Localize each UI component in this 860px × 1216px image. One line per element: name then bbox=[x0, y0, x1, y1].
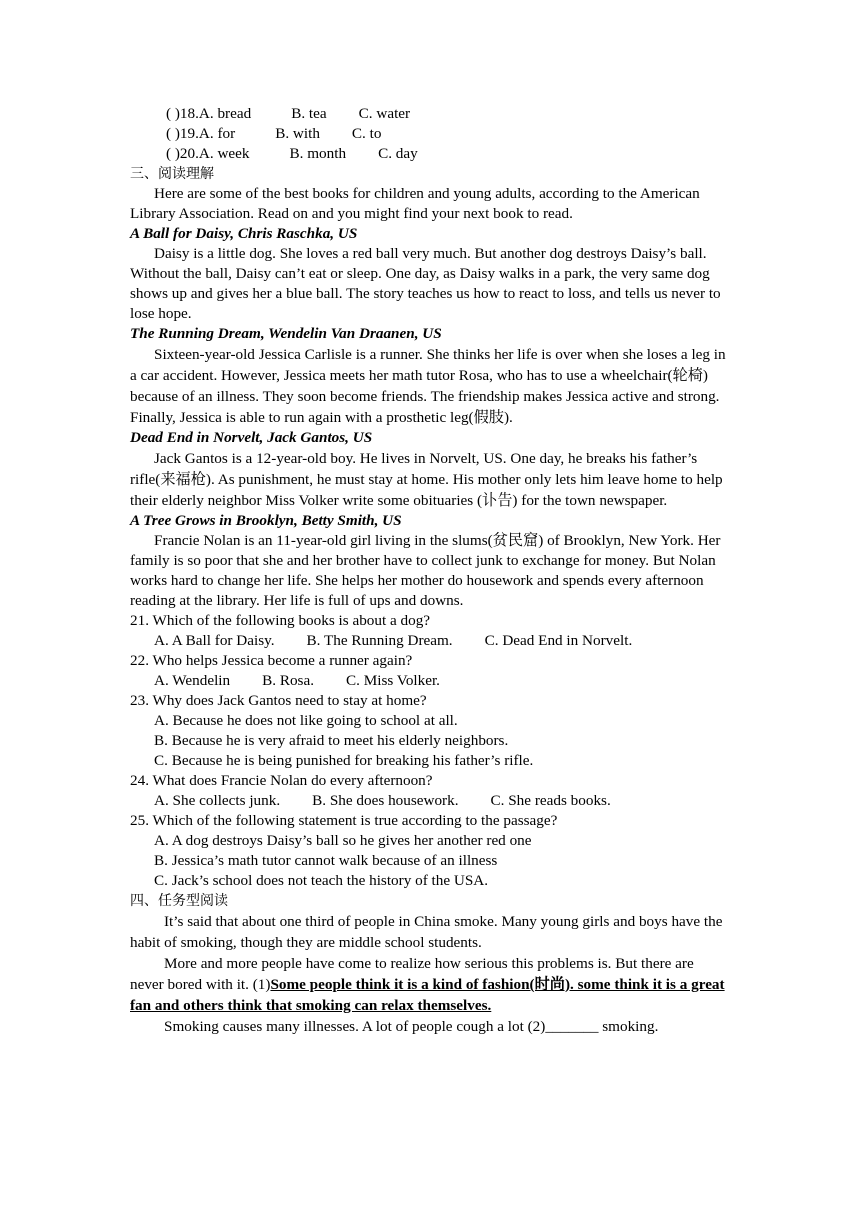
option-a: A. A Ball for Daisy. bbox=[154, 632, 275, 649]
passage-paragraph-2: More and more people have come to realize how serious this problems is. But there are never bored with it. (1)Some people think it is a kind of fashion(时尚). some think it is a great fan and others think that smoking can relax themselves. bbox=[130, 955, 725, 1014]
section-4-heading: 四、任务型阅读 bbox=[130, 893, 228, 909]
question-number: ( )18. bbox=[166, 105, 199, 122]
question-25-option-c: C. Jack’s school does not teach the history of the USA. bbox=[154, 872, 489, 889]
option-a: A. She collects junk. bbox=[154, 792, 281, 809]
book-description: Daisy is a little dog. She loves a red ball very much. But another dog destroys Daisy’s ball. Without the ball, Daisy can’t eat or sleep. One day, as Daisy walks in a park, the very same dog shows up and gives her a blue ball. The story teaches us how to react to loss, and tells us never to lose hope. bbox=[130, 245, 721, 322]
cloze-question-19 bbox=[130, 124, 730, 144]
question-number: ( )20. bbox=[166, 145, 199, 162]
book-title: Dead End in Norvelt, Jack Gantos, US bbox=[130, 429, 373, 446]
question-23: 23. Why does Jack Gantos need to stay at home? bbox=[130, 692, 427, 709]
question-23-option-b: B. Because he is very afraid to meet his elderly neighbors. bbox=[154, 732, 509, 749]
option-b: B. tea bbox=[291, 105, 327, 122]
option-b: B. with bbox=[275, 125, 320, 142]
document-page bbox=[130, 104, 730, 1037]
book-title: A Ball for Daisy, Chris Raschka, US bbox=[130, 225, 358, 242]
question-22-options bbox=[130, 671, 730, 691]
option-c: C. Miss Volker. bbox=[346, 672, 440, 689]
cloze-question-18 bbox=[130, 104, 730, 124]
question-25-option-a: A. A dog destroys Daisy’s ball so he gives her another red one bbox=[154, 832, 532, 849]
question-23-option-c: C. Because he is being punished for breaking his father’s rifle. bbox=[154, 752, 534, 769]
option-b: B. Rosa. bbox=[262, 672, 315, 689]
question-24: 24. What does Francie Nolan do every afternoon? bbox=[130, 772, 433, 789]
question-21: 21. Which of the following books is about a dog? bbox=[130, 612, 431, 629]
option-a: A. for bbox=[198, 125, 236, 142]
question-25-option-b: B. Jessica’s math tutor cannot walk because of an illness bbox=[154, 852, 498, 869]
passage-paragraph-1: It’s said that about one third of people in China smoke. Many young girls and boys have the habit of smoking, though they are middle school students. bbox=[130, 913, 723, 951]
option-a: A. week bbox=[198, 145, 250, 162]
section-3-heading: 三、阅读理解 bbox=[130, 166, 214, 182]
question-21-options bbox=[130, 631, 730, 651]
reading-intro: Here are some of the best books for children and young adults, according to the American Library Association. Read on and you might find your next book to read. bbox=[130, 185, 700, 222]
option-c: C. water bbox=[358, 105, 411, 122]
option-a: A. Wendelin bbox=[154, 672, 231, 689]
option-b: B. month bbox=[289, 145, 347, 162]
question-24-options bbox=[130, 791, 730, 811]
option-b: B. She does housework. bbox=[312, 792, 459, 809]
question-23-option-a: A. Because he does not like going to school at all. bbox=[154, 712, 458, 729]
option-b: B. The Running Dream. bbox=[306, 632, 453, 649]
option-c: C. She reads books. bbox=[490, 792, 611, 809]
book-title: A Tree Grows in Brooklyn, Betty Smith, US bbox=[130, 512, 402, 529]
passage-paragraph-3: Smoking causes many illnesses. A lot of people cough a lot (2)_______ smoking. bbox=[164, 1018, 659, 1035]
question-25: 25. Which of the following statement is true according to the passage? bbox=[130, 812, 558, 829]
option-c: C. day bbox=[378, 145, 418, 162]
option-c: C. Dead End in Norvelt. bbox=[484, 632, 633, 649]
book-description: Sixteen-year-old Jessica Carlisle is a runner. She thinks her life is over when she loses a leg in a car accident. However, Jessica meets her math tutor Rosa, who has to use a wheelchair(轮椅) because of an illness. They soon become friends. The friendship makes Jessica active and strong. Finally, Jessica is able to run again with a prosthetic leg(假肢). bbox=[130, 346, 726, 426]
book-description: Jack Gantos is a 12-year-old boy. He lives in Norvelt, US. One day, he breaks his father’s rifle(来福枪). As punishment, he must stay at home. His mother only lets him leave home to help their elderly neighbor Miss Volker write some obituaries (讣告) for the town newspaper. bbox=[130, 450, 723, 509]
question-number: ( )19. bbox=[166, 125, 199, 142]
question-22: 22. Who helps Jessica become a runner again? bbox=[130, 652, 413, 669]
cloze-question-20 bbox=[130, 144, 730, 164]
underlined-sentence-1: Some people think it is a kind of fashion(时尚). some think it is a great fan and others think that smoking can relax themselves. bbox=[130, 976, 725, 1014]
option-c: C. to bbox=[351, 125, 382, 142]
option-a: A. bread bbox=[198, 105, 252, 122]
book-description: Francie Nolan is an 11-year-old girl living in the slums(贫民窟) of Brooklyn, New York. Her family is so poor that she and her brother have to collect junk to exchange for money. But Nolan works hard to change her life. She helps her mother do housework and spends every afternoon reading at the library. Her life is full of ups and downs. bbox=[130, 532, 721, 609]
book-title: The Running Dream, Wendelin Van Draanen, US bbox=[130, 325, 442, 342]
